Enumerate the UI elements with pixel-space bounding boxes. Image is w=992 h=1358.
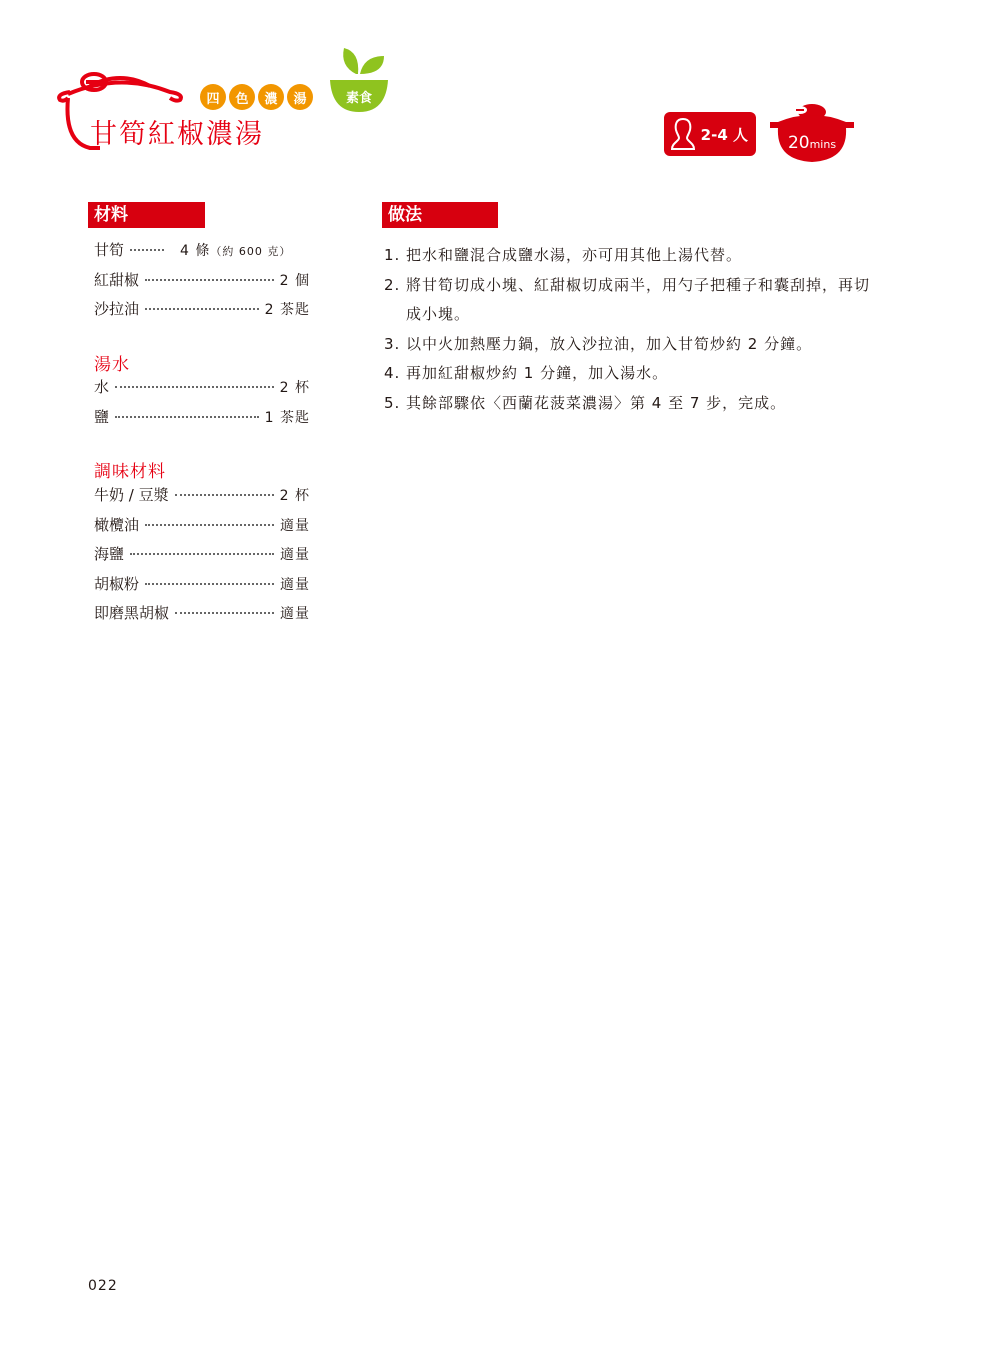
leader-dots [115,416,259,418]
ingredient-qty: 4 條 [180,243,211,259]
ingredient-name: 即磨黑胡椒 [94,604,170,622]
ingredient-row [94,239,310,269]
method-heading: 做法 [382,202,498,228]
ingredient-qty: 適量 [280,517,310,534]
ingredient-row [94,484,310,514]
ingredient-qty: 適量 [280,576,310,593]
ingredient-row [94,376,310,406]
step-number: 5. [384,393,401,412]
ingredient-name: 沙拉油 [94,300,140,318]
time-unit: mins [809,138,837,151]
seasoning-list [94,484,310,632]
leader-dots [175,494,274,496]
ingredient-row [94,514,310,544]
soup-heading: 湯水 [94,355,130,375]
step-text: 以中火加熱壓力鍋，放入沙拉油，加入甘筍炒約 2 分鐘。 [406,334,813,353]
leader-dots [175,612,274,614]
step-number: 3. [384,334,401,353]
ingredient-row [94,269,310,299]
ingredient-row [94,406,310,436]
step-number: 1. [384,246,401,264]
series-char: 濃 [258,84,284,110]
ingredient-qty: 2 杯 [279,380,310,396]
ingredient-name: 海鹽 [94,545,125,563]
ingredient-note: （約 600 克） [210,245,292,258]
page-number: 022 [88,1278,118,1294]
method-steps [384,241,884,418]
method-step [384,330,884,360]
method-step [384,241,884,271]
ingredient-name: 甘筍 [94,241,125,259]
step-text: 把水和鹽混合成鹽水湯，亦可用其他上湯代替。 [406,246,743,264]
servings-badge [664,112,756,156]
ingredient-qty: 適量 [280,606,310,622]
soup-list [94,376,310,435]
ingredient-qty: 2 杯 [279,488,310,504]
ingredient-name: 水 [94,378,110,396]
leader-dots [145,308,259,310]
ingredient-qty: 1 茶匙 [264,409,310,426]
materials-heading: 材料 [88,202,205,228]
ingredient-row [94,298,310,328]
series-char: 四 [200,84,226,110]
leader-dots [145,524,274,526]
seasoning-heading: 調味材料 [94,462,166,482]
ingredient-qty: 2 茶匙 [264,302,310,318]
step-number: 4. [384,364,401,382]
leader-dots [130,249,164,251]
ingredient-row [94,543,310,573]
leader-dots [145,583,274,585]
ingredient-row [94,573,310,603]
step-text: 將甘筍切成小塊、紅甜椒切成兩半，用勺子把種子和囊刮掉，再切成小塊。 [406,275,871,323]
series-char: 色 [229,84,255,110]
ingredient-name: 胡椒粉 [94,574,140,593]
step-text: 再加紅甜椒炒約 1 分鐘，加入湯水。 [406,364,669,382]
leader-dots [130,553,274,555]
pot-icon [768,100,856,164]
leader-dots [145,279,274,281]
method-step [384,271,884,330]
cooking-time [772,133,852,153]
series-char: 湯 [287,84,313,110]
ingredient-row [94,602,310,632]
leader-dots [115,386,274,388]
person-icon [668,116,698,152]
ingredient-qty: 2 個 [279,272,310,289]
vegetarian-badge: 素食 [345,91,372,106]
ingredient-name: 牛奶 / 豆漿 [94,486,169,504]
ingredient-qty: 適量 [280,547,310,563]
step-number: 2. [384,275,401,294]
ingredient-name: 鹽 [94,407,110,426]
method-step [384,359,884,389]
series-label [200,84,313,110]
ingredient-name: 紅甜椒 [94,270,140,289]
servings-text: 2-4 人 [700,125,748,144]
time-value: 20 [787,133,810,153]
ingredient-name: 橄欖油 [94,515,140,534]
method-step [384,389,884,419]
page-title: 甘筍紅椒濃湯 [90,119,264,150]
step-text: 其餘部驟依〈西蘭花菠菜濃湯〉第 4 至 7 步，完成。 [406,393,787,412]
materials-list [94,239,310,328]
